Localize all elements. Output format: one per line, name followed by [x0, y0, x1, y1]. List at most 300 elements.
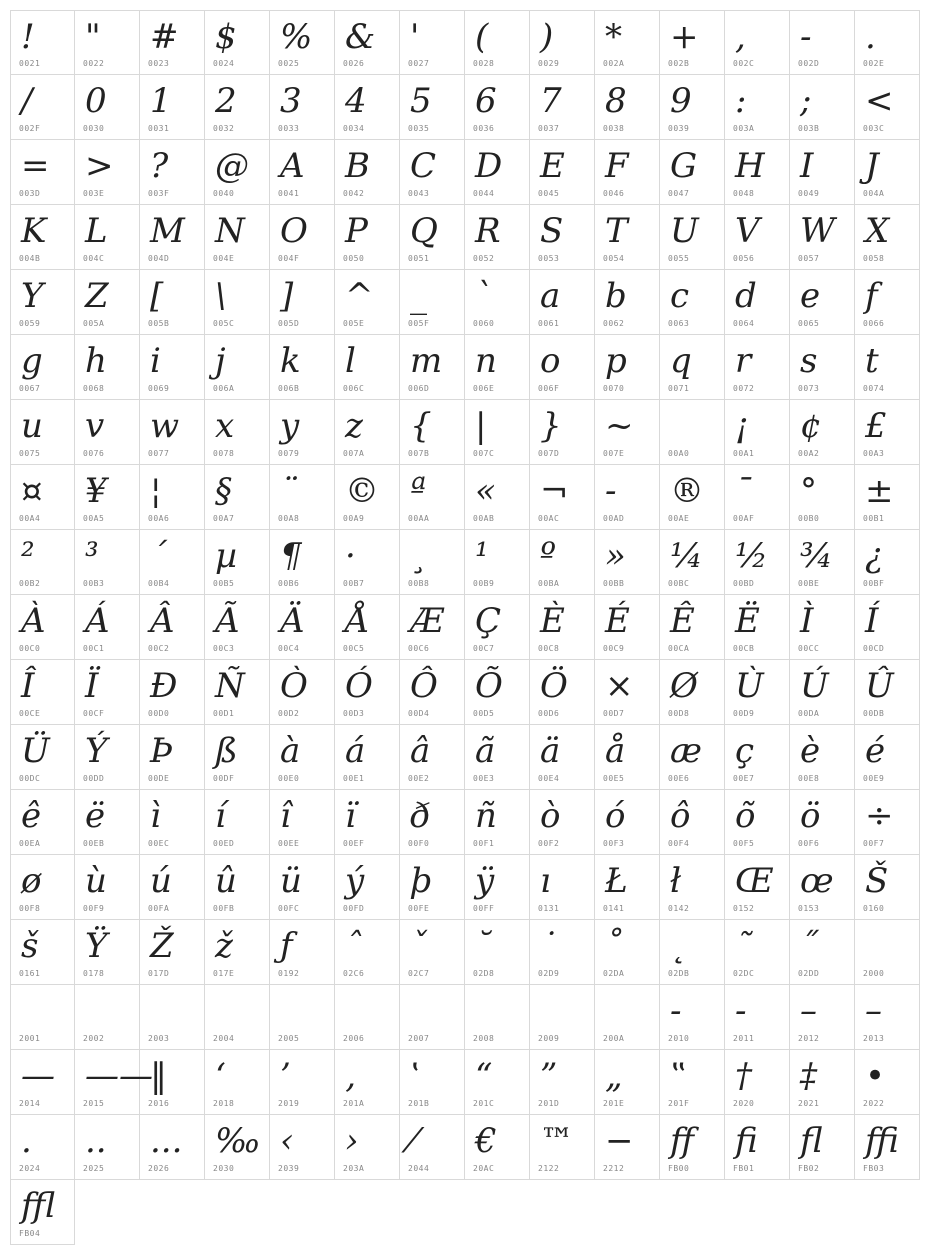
glyph-codepoint: 02D9 — [538, 969, 560, 978]
glyph-cell — [140, 205, 205, 270]
glyph-cell — [205, 855, 270, 920]
glyph-codepoint: 0050 — [343, 254, 365, 263]
glyph-char: U — [670, 211, 699, 251]
glyph-cell — [400, 725, 465, 790]
glyph-cell — [465, 660, 530, 725]
glyph-codepoint: 0044 — [473, 189, 495, 198]
glyph-codepoint: 0024 — [213, 59, 235, 68]
glyph-cell — [790, 920, 855, 985]
glyph-cell — [790, 855, 855, 920]
glyph-codepoint: 0061 — [538, 319, 560, 328]
glyph-char: L — [85, 211, 108, 251]
glyph-codepoint: 0065 — [798, 319, 820, 328]
glyph-codepoint: 0030 — [83, 124, 105, 133]
glyph-char: Ê — [670, 601, 695, 641]
glyph-char: z — [345, 406, 363, 446]
glyph-char: _ — [410, 276, 427, 316]
glyph-cell — [595, 725, 660, 790]
glyph-cell — [530, 985, 595, 1050]
glyph-char: T — [605, 211, 628, 251]
glyph-char: ˇ — [410, 926, 427, 966]
glyph-cell — [790, 1115, 855, 1180]
glyph-char: ~ — [605, 406, 634, 446]
glyph-codepoint: 002E — [863, 59, 885, 68]
glyph-codepoint: 20AC — [473, 1164, 495, 1173]
glyph-char: Ø — [670, 666, 698, 706]
glyph-codepoint: 0041 — [278, 189, 300, 198]
glyph-cell — [660, 660, 725, 725]
glyph-char: G — [670, 146, 698, 186]
glyph-char: \ — [215, 276, 227, 316]
glyph-char: m — [410, 341, 443, 381]
glyph-codepoint: 2019 — [278, 1099, 300, 1108]
glyph-cell — [140, 10, 205, 75]
glyph-char: u — [21, 406, 43, 446]
glyph-codepoint: 0064 — [733, 319, 755, 328]
glyph-char: ? — [150, 146, 169, 186]
glyph-codepoint: 00D7 — [603, 709, 625, 718]
glyph-codepoint: 2011 — [733, 1034, 755, 1043]
glyph-cell — [725, 75, 790, 140]
glyph-char: B — [345, 146, 370, 186]
glyph-char: l — [345, 341, 356, 381]
glyph-codepoint: 2012 — [798, 1034, 820, 1043]
glyph-cell — [790, 335, 855, 400]
glyph-cell — [660, 530, 725, 595]
glyph-char: Æ — [410, 601, 445, 641]
glyph-codepoint: 0062 — [603, 319, 625, 328]
glyph-codepoint: 00D2 — [278, 709, 300, 718]
glyph-codepoint: 00F1 — [473, 839, 495, 848]
glyph-codepoint: 00B4 — [148, 579, 170, 588]
glyph-cell — [530, 595, 595, 660]
glyph-codepoint: 007C — [473, 449, 495, 458]
glyph-codepoint: 02DC — [733, 969, 755, 978]
glyph-cell — [595, 530, 660, 595]
glyph-cell — [725, 205, 790, 270]
glyph-codepoint: 00CE — [19, 709, 41, 718]
glyph-cell — [855, 855, 920, 920]
glyph-cell — [10, 270, 75, 335]
glyph-char: • — [865, 1056, 886, 1096]
glyph-cell — [790, 530, 855, 595]
glyph-codepoint: 2044 — [408, 1164, 430, 1173]
glyph-cell — [205, 205, 270, 270]
glyph-cell — [400, 530, 465, 595]
glyph-char: ð — [410, 796, 431, 836]
glyph-cell — [400, 595, 465, 660]
glyph-cell — [335, 725, 400, 790]
glyph-codepoint: 02DD — [798, 969, 820, 978]
glyph-char: ¦ — [150, 471, 162, 511]
glyph-codepoint: FB01 — [733, 1164, 755, 1173]
glyph-char: û — [215, 861, 237, 901]
glyph-char: ï — [345, 796, 356, 836]
glyph-cell — [10, 790, 75, 855]
glyph-codepoint: 0060 — [473, 319, 495, 328]
glyph-cell — [205, 10, 270, 75]
glyph-char: ô — [670, 796, 691, 836]
glyph-char: Ç — [475, 601, 502, 641]
glyph-cell — [855, 595, 920, 660]
glyph-char: ‹ — [280, 1121, 294, 1161]
glyph-char: ¾ — [800, 536, 833, 576]
glyph-cell — [855, 140, 920, 205]
glyph-cell — [530, 140, 595, 205]
glyph-char: ö — [800, 796, 821, 836]
glyph-codepoint: 00E7 — [733, 774, 755, 783]
glyph-char: – — [865, 991, 882, 1031]
glyph-cell — [530, 855, 595, 920]
glyph-cell — [10, 1180, 75, 1245]
glyph-cell — [725, 465, 790, 530]
glyph-char: 9 — [670, 81, 692, 121]
glyph-codepoint: 00AB — [473, 514, 495, 523]
glyph-grid — [10, 10, 920, 1245]
glyph-cell — [660, 1115, 725, 1180]
glyph-codepoint: 2007 — [408, 1034, 430, 1043]
glyph-codepoint: 007E — [603, 449, 625, 458]
glyph-char: ˘ — [475, 926, 492, 966]
glyph-codepoint: 006A — [213, 384, 235, 393]
glyph-codepoint: 00BD — [733, 579, 755, 588]
glyph-char: 1 — [150, 81, 172, 121]
glyph-cell — [790, 400, 855, 465]
glyph-char: — — [21, 1056, 55, 1096]
glyph-cell — [595, 1115, 660, 1180]
glyph-cell — [335, 75, 400, 140]
glyph-cell — [10, 75, 75, 140]
glyph-codepoint: 00DE — [148, 774, 170, 783]
glyph-cell — [400, 985, 465, 1050]
glyph-cell — [660, 335, 725, 400]
glyph-char: < — [865, 81, 894, 121]
glyph-char: ø — [21, 861, 42, 901]
glyph-char: F — [605, 146, 629, 186]
glyph-cell — [10, 985, 75, 1050]
glyph-codepoint: 0057 — [798, 254, 820, 263]
glyph-cell — [205, 270, 270, 335]
glyph-codepoint: 002D — [798, 59, 820, 68]
glyph-char: M — [150, 211, 185, 251]
glyph-codepoint: 00F7 — [863, 839, 885, 848]
glyph-cell — [140, 790, 205, 855]
glyph-cell — [530, 75, 595, 140]
glyph-codepoint: 02DB — [668, 969, 690, 978]
glyph-char: ä — [540, 731, 561, 771]
glyph-cell — [10, 1115, 75, 1180]
glyph-char: H — [735, 146, 765, 186]
glyph-cell — [270, 270, 335, 335]
glyph-codepoint: 0075 — [19, 449, 41, 458]
glyph-char: j — [215, 341, 226, 381]
glyph-codepoint: 2003 — [148, 1034, 170, 1043]
glyph-codepoint: 00EF — [343, 839, 365, 848]
glyph-codepoint: 002A — [603, 59, 625, 68]
glyph-char: ¢ — [800, 406, 822, 446]
glyph-codepoint: 00E1 — [343, 774, 365, 783]
glyph-cell — [465, 920, 530, 985]
glyph-char: ¹ — [475, 536, 489, 576]
glyph-cell — [10, 660, 75, 725]
glyph-cell — [465, 530, 530, 595]
glyph-codepoint: 00E9 — [863, 774, 885, 783]
glyph-char: Ù — [735, 666, 764, 706]
glyph-codepoint: 2002 — [83, 1034, 105, 1043]
glyph-codepoint: 00D8 — [668, 709, 690, 718]
glyph-cell — [790, 660, 855, 725]
glyph-cell — [595, 400, 660, 465]
glyph-codepoint: 007A — [343, 449, 365, 458]
glyph-codepoint: 00A7 — [213, 514, 235, 523]
glyph-char: @ — [215, 146, 249, 186]
glyph-codepoint: 00B0 — [798, 514, 820, 523]
glyph-codepoint: 005F — [408, 319, 430, 328]
glyph-char: Ý — [85, 731, 108, 771]
glyph-char: * — [605, 17, 622, 57]
glyph-cell — [140, 725, 205, 790]
glyph-cell — [530, 335, 595, 400]
glyph-codepoint: 2039 — [278, 1164, 300, 1173]
glyph-char: a — [540, 276, 561, 316]
glyph-codepoint: 203A — [343, 1164, 365, 1173]
glyph-char: ‡ — [800, 1056, 817, 1096]
glyph-char: + — [670, 17, 699, 57]
glyph-char: © — [345, 471, 379, 511]
glyph-codepoint: 00A1 — [733, 449, 755, 458]
glyph-cell — [270, 1115, 335, 1180]
glyph-codepoint: 0028 — [473, 59, 495, 68]
glyph-codepoint: 00F8 — [19, 904, 41, 913]
glyph-cell — [855, 75, 920, 140]
glyph-cell — [790, 1050, 855, 1115]
glyph-cell — [855, 790, 920, 855]
glyph-cell — [75, 465, 140, 530]
glyph-codepoint: 00C5 — [343, 644, 365, 653]
glyph-cell — [595, 920, 660, 985]
glyph-char: ` — [475, 276, 492, 316]
glyph-char: ® — [670, 471, 704, 511]
glyph-char: › — [345, 1121, 359, 1161]
glyph-codepoint: 0153 — [798, 904, 820, 913]
glyph-codepoint: 00AC — [538, 514, 560, 523]
glyph-char: 0 — [85, 81, 107, 121]
glyph-codepoint: 00A9 — [343, 514, 365, 523]
glyph-codepoint: 00DD — [83, 774, 105, 783]
glyph-codepoint: 00D6 — [538, 709, 560, 718]
glyph-char: Ô — [410, 666, 438, 706]
glyph-cell — [660, 985, 725, 1050]
glyph-cell — [595, 10, 660, 75]
glyph-cell — [140, 1115, 205, 1180]
glyph-char: ³ — [85, 536, 99, 576]
glyph-char: Â — [150, 601, 175, 641]
glyph-cell — [205, 335, 270, 400]
glyph-cell — [140, 335, 205, 400]
glyph-char: » — [605, 536, 626, 576]
glyph-cell — [530, 1115, 595, 1180]
glyph-char: 2 — [215, 81, 237, 121]
glyph-cell — [140, 855, 205, 920]
glyph-codepoint: 201B — [408, 1099, 430, 1108]
glyph-char: .. — [85, 1121, 107, 1161]
glyph-cell — [725, 140, 790, 205]
glyph-codepoint: 201F — [668, 1099, 690, 1108]
glyph-codepoint: 00FD — [343, 904, 365, 913]
glyph-cell — [790, 140, 855, 205]
glyph-cell — [790, 985, 855, 1050]
glyph-codepoint: 201A — [343, 1099, 365, 1108]
glyph-cell — [75, 595, 140, 660]
glyph-cell — [400, 140, 465, 205]
glyph-cell — [725, 10, 790, 75]
glyph-codepoint: 004F — [278, 254, 300, 263]
glyph-cell — [660, 855, 725, 920]
glyph-cell — [530, 270, 595, 335]
glyph-codepoint: 007B — [408, 449, 430, 458]
glyph-char: b — [605, 276, 627, 316]
glyph-char: ' — [410, 17, 420, 57]
glyph-cell — [270, 595, 335, 660]
glyph-char: 6 — [475, 81, 497, 121]
glyph-codepoint: 002B — [668, 59, 690, 68]
glyph-cell — [335, 140, 400, 205]
glyph-cell — [660, 270, 725, 335]
glyph-char: ˝ — [800, 926, 817, 966]
glyph-cell — [595, 140, 660, 205]
glyph-cell — [75, 1050, 153, 1115]
glyph-char: X — [865, 211, 890, 251]
glyph-codepoint: 00EE — [278, 839, 300, 848]
glyph-char: P — [345, 211, 368, 251]
glyph-cell — [75, 270, 140, 335]
glyph-cell — [595, 660, 660, 725]
glyph-cell — [855, 725, 920, 790]
glyph-codepoint: 00AD — [603, 514, 625, 523]
glyph-codepoint: 00B3 — [83, 579, 105, 588]
glyph-cell — [270, 985, 335, 1050]
glyph-char: é — [865, 731, 886, 771]
glyph-codepoint: 2212 — [603, 1164, 625, 1173]
glyph-codepoint: 00AA — [408, 514, 430, 523]
glyph-codepoint: 00D5 — [473, 709, 495, 718]
glyph-char: ´ — [150, 536, 167, 576]
glyph-cell — [205, 75, 270, 140]
glyph-cell — [75, 855, 140, 920]
glyph-cell — [335, 1115, 400, 1180]
glyph-char: - — [670, 991, 682, 1031]
glyph-char: Y — [21, 276, 44, 316]
glyph-codepoint: 0051 — [408, 254, 430, 263]
glyph-char: ¨ — [280, 471, 297, 511]
glyph-cell — [465, 335, 530, 400]
glyph-char: Ü — [21, 731, 50, 771]
glyph-char: —— — [85, 1056, 153, 1096]
glyph-codepoint: 0039 — [668, 124, 690, 133]
glyph-char: ˜ — [735, 926, 752, 966]
glyph-char: µ — [215, 536, 238, 576]
glyph-char: ‛ — [410, 1056, 421, 1096]
glyph-char: è — [800, 731, 821, 771]
glyph-codepoint: 2004 — [213, 1034, 235, 1043]
glyph-cell — [400, 855, 465, 920]
glyph-codepoint: 002F — [19, 124, 41, 133]
glyph-char: ú — [150, 861, 172, 901]
glyph-codepoint: 00F6 — [798, 839, 820, 848]
glyph-char: ! — [21, 17, 35, 57]
glyph-codepoint: 00C9 — [603, 644, 625, 653]
glyph-cell — [855, 270, 920, 335]
glyph-cell — [140, 270, 205, 335]
glyph-cell — [855, 920, 920, 985]
glyph-char: O — [280, 211, 308, 251]
glyph-cell — [75, 140, 140, 205]
glyph-char: n — [475, 341, 497, 381]
glyph-cell — [270, 10, 335, 75]
glyph-char: ﬀ — [670, 1121, 695, 1161]
glyph-codepoint: 0055 — [668, 254, 690, 263]
glyph-cell — [855, 1115, 920, 1180]
glyph-char: E — [540, 146, 565, 186]
glyph-cell — [465, 1050, 530, 1115]
glyph-char: Õ — [475, 666, 503, 706]
glyph-cell — [660, 10, 725, 75]
glyph-char: Ł — [605, 861, 628, 901]
glyph-cell — [75, 985, 140, 1050]
glyph-codepoint: 00FF — [473, 904, 495, 913]
glyph-char: Ÿ — [85, 926, 108, 966]
glyph-char: Ã — [215, 601, 240, 641]
glyph-char: − — [605, 1121, 634, 1161]
glyph-codepoint: 002C — [733, 59, 755, 68]
glyph-codepoint: 0079 — [278, 449, 300, 458]
glyph-codepoint: 2014 — [19, 1099, 41, 1108]
glyph-codepoint: 003B — [798, 124, 820, 133]
glyph-cell — [660, 75, 725, 140]
glyph-codepoint: 00A4 — [19, 514, 41, 523]
glyph-codepoint: 005C — [213, 319, 235, 328]
glyph-cell — [205, 1115, 270, 1180]
glyph-char: ê — [21, 796, 42, 836]
glyph-codepoint: 0074 — [863, 384, 885, 393]
glyph-char: à — [280, 731, 301, 771]
glyph-char: ﬁ — [735, 1121, 758, 1161]
glyph-cell — [725, 335, 790, 400]
glyph-char: ñ — [475, 796, 497, 836]
glyph-char: D — [475, 146, 503, 186]
glyph-char: Ï — [85, 666, 99, 706]
glyph-codepoint: 2021 — [798, 1099, 820, 1108]
glyph-char: ù — [85, 861, 107, 901]
glyph-codepoint: 0022 — [83, 59, 105, 68]
glyph-char: Ì — [800, 601, 814, 641]
glyph-cell — [530, 920, 595, 985]
glyph-char: h — [85, 341, 107, 381]
glyph-char: ó — [605, 796, 626, 836]
glyph-char: W — [800, 211, 835, 251]
glyph-cell — [465, 140, 530, 205]
glyph-cell — [140, 400, 205, 465]
glyph-cell — [75, 10, 140, 75]
glyph-char: ( — [475, 17, 489, 57]
glyph-char: Þ — [150, 731, 173, 771]
glyph-char: ¥ — [85, 471, 107, 511]
glyph-codepoint: 02DA — [603, 969, 625, 978]
glyph-codepoint: 00E0 — [278, 774, 300, 783]
glyph-char: ¼ — [670, 536, 703, 576]
glyph-cell — [205, 985, 270, 1050]
glyph-cell — [335, 790, 400, 855]
